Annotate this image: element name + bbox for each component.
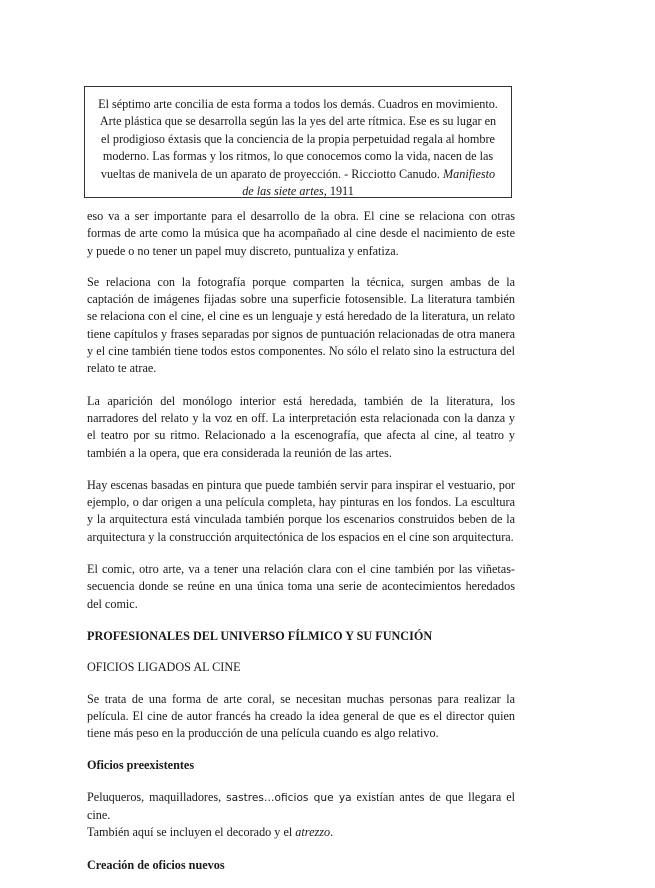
paragraph-photography-literature: Se relaciona con la fotografía porque comparten la técnica, surgen ambas de la captación de imágenes fijadas sobre una superficie fotosensible. La literatura también se relaciona con el cine, el cine es un lenguaje y está heredado de la literatura, un relato tiene capítulos y frases separadas por signos de puntuación relacionadas de otra manera y el cine también tiene todos estos componentes. No sólo el relato sino la estructura del relato te atrae. (87, 274, 515, 376)
section-heading-professionals: PROFESIONALES DEL UNIVERSO FÍLMICO Y SU FUNCIÓN (87, 628, 433, 643)
p7-line2: También aquí se incluyen el decorado y el (87, 825, 296, 840)
p7-sans-fragment: sastres…oficios que ya (226, 791, 352, 804)
heading-new-trades: Creación de oficios nuevos (87, 857, 225, 872)
paragraph-coral-art: Se trata de una forma de arte coral, se necesitan muchas personas para realizar la película. El cine de autor francés ha creado la idea general de que es el director quien tiene más peso en la producción de una película cuando es algo relativo. (87, 691, 515, 741)
paragraph-preexisting-trades (87, 789, 515, 842)
paragraph-painting-architecture: Hay escenas basadas en pintura que puede también servir para inspirar el vestuario, por ejemplo, o dar origen a una película completa, hay pinturas en los fondos. La escultura y la arquitectura está vinculada también porque los escenarios construidos beben de la arquitectura y la construcción arquitectónica de los espacios en el cine son arquitectura. (87, 477, 515, 544)
paragraph-monologue-dance: La aparición del monólogo interior está heredada, también de la literatura, los narradores del relato y la voz en off. La interpretación esta relacionada con la danza y el teatro por su ritmo. Relacionado a la escenografía, que afecta al cine, al teatro y también a la opera, que era considerada la reunión de las artes. (87, 393, 515, 460)
document-body (87, 208, 515, 888)
p7-atrezzo: atrezzo (295, 825, 331, 840)
epigraph-quote-box (84, 86, 512, 198)
paragraph-comic: El comic, otro arte, va a tener una relación clara con el cine también por las viñetas-secuencia donde se reúne en una única toma una serie de acontecimientos heredados del comic. (87, 562, 515, 611)
subheading-trades: OFICIOS LIGADOS AL CINE (87, 660, 241, 675)
p7-period: . (330, 825, 334, 840)
heading-preexisting-trades: Oficios preexistentes (87, 758, 195, 773)
quote-work-title: Manifiesto de las siete artes (242, 166, 496, 199)
p7-end: existían antes de que llegara el cine. (87, 789, 515, 823)
paragraph-music: eso va a ser importante para el desarrollo de la obra. El cine se relaciona con otras formas de arte como la música que ha acompañado al cine desde el nacimiento de este y puede o no tener un papel muy discreto, puntualiza y enfatiza. (87, 209, 515, 258)
quote-text: El séptimo arte concilia de esta forma a todos los demás. Cuadros en movimiento. Arte plástica que se desarrolla según las la yes del arte rítmica. Ese es su lugar en el prodigioso éxtasis que la conciencia de la propia perpetuidad regala al hombre moderno. Las formas y los ritmos, lo que conocemos como la vida, nacen de las vueltas de manivela de un aparato de proyección. - Ricciotto Canudo. (98, 97, 498, 181)
quote-year: , 1911 (323, 184, 354, 199)
p7-start: Peluqueros, maquilladores, (87, 789, 227, 804)
